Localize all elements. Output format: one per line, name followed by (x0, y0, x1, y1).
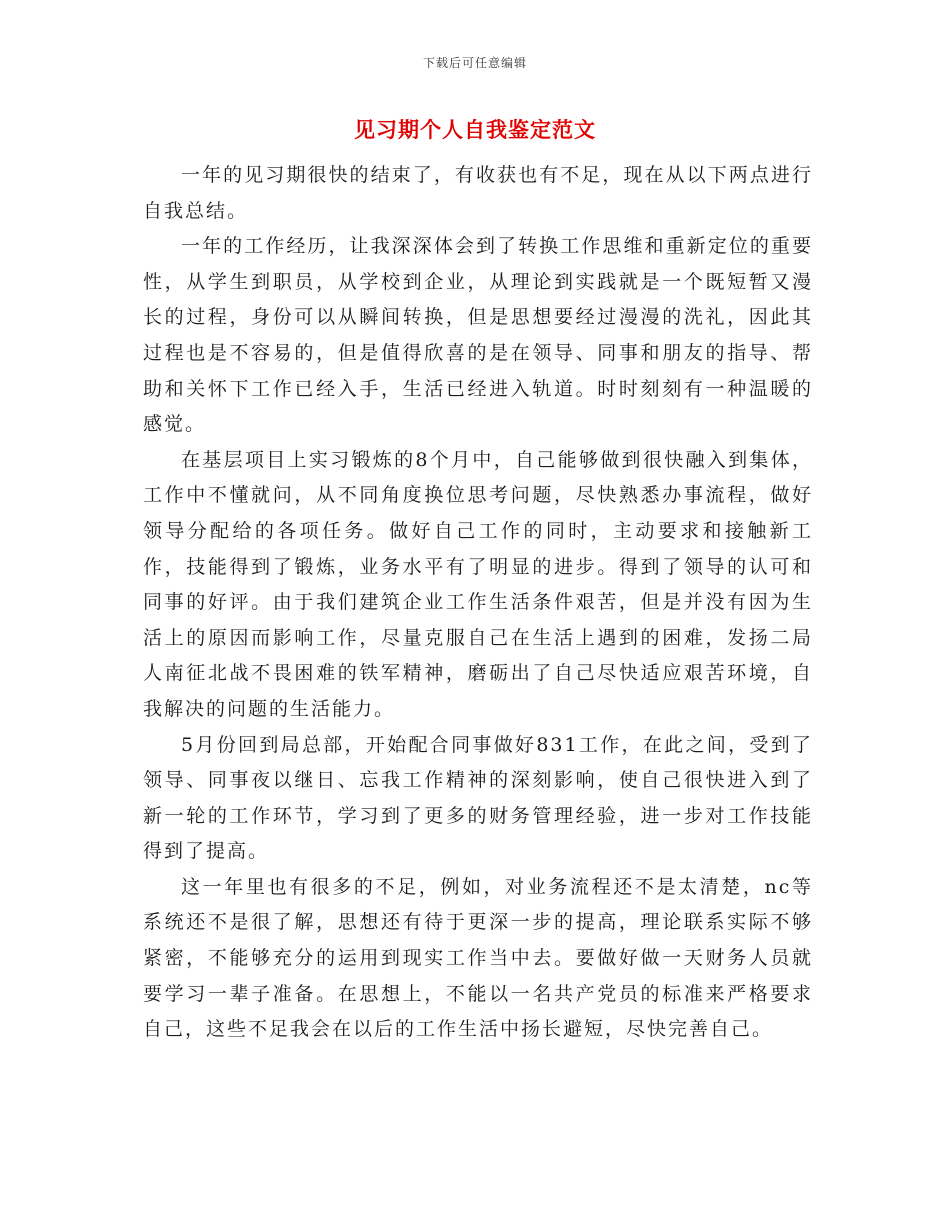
paragraph-3: 在基层项目上实习锻炼的8个月中，自己能够做到很快融入到集体，工作中不懂就问，从不同角度换位思考问题，尽快熟悉办事流程，做好领导分配给的各项任务。做好自己工作的同时，主动要求和接触新工作，技能得到了锻炼，业务水平有了明显的进步。得到了领导的认可和同事的好评。由于我们建筑企业工作生活条件艰苦，但是并没有因为生活上的原因而影响工作，尽量克服自己在生活上遇到的困难，发扬二局人南征北战不畏困难的铁军精神，磨砺出了自己尽快适应艰苦环境，自我解决的问题的生活能力。 (143, 448, 813, 720)
paragraph-1: 一年的见习期很快的结束了，有收获也有不足，现在从以下两点进行自我总结。 (143, 164, 813, 222)
paragraph-5: 这一年里也有很多的不足，例如，对业务流程还不是太清楚，nc等系统还不是很了解，思想还有待于更深一步的提高，理论联系实际不够紧密，不能够充分的运用到现实工作当中去。要做好做一天财务人员就要学习一辈子准备。在思想上，不能以一名共产党员的标准来严格要求自己，这些不足我会在以后的工作生活中扬长避短，尽快完善自己。 (143, 875, 813, 1041)
header-note: 下载后可任意编辑 (422, 56, 527, 70)
paragraph-4: 5月份回到局总部，开始配合同事做好831工作，在此之间，受到了领导、同事夜以继日、忘我工作精神的深刻影响，使自己很快进入到了新一轮的工作环节，学习到了更多的财务管理经验，进一步对工作技能得到了提高。 (143, 733, 813, 863)
paragraph-2: 一年的工作经历，让我深深体会到了转换工作思维和重新定位的重要性，从学生到职员，从学校到企业，从理论到实践就是一个既短暂又漫长的过程，身份可以从瞬间转换，但是思想要经过漫漫的洗礼，因此其过程也是不容易的，但是值得欣喜的是在领导、同事和朋友的指导、帮助和关怀下工作已经入手，生活已经进入轨道。时时刻刻有一种温暖的感觉。 (143, 235, 813, 436)
document-title: 见习期个人自我鉴定范文 (354, 117, 596, 142)
document-body (143, 158, 813, 1048)
